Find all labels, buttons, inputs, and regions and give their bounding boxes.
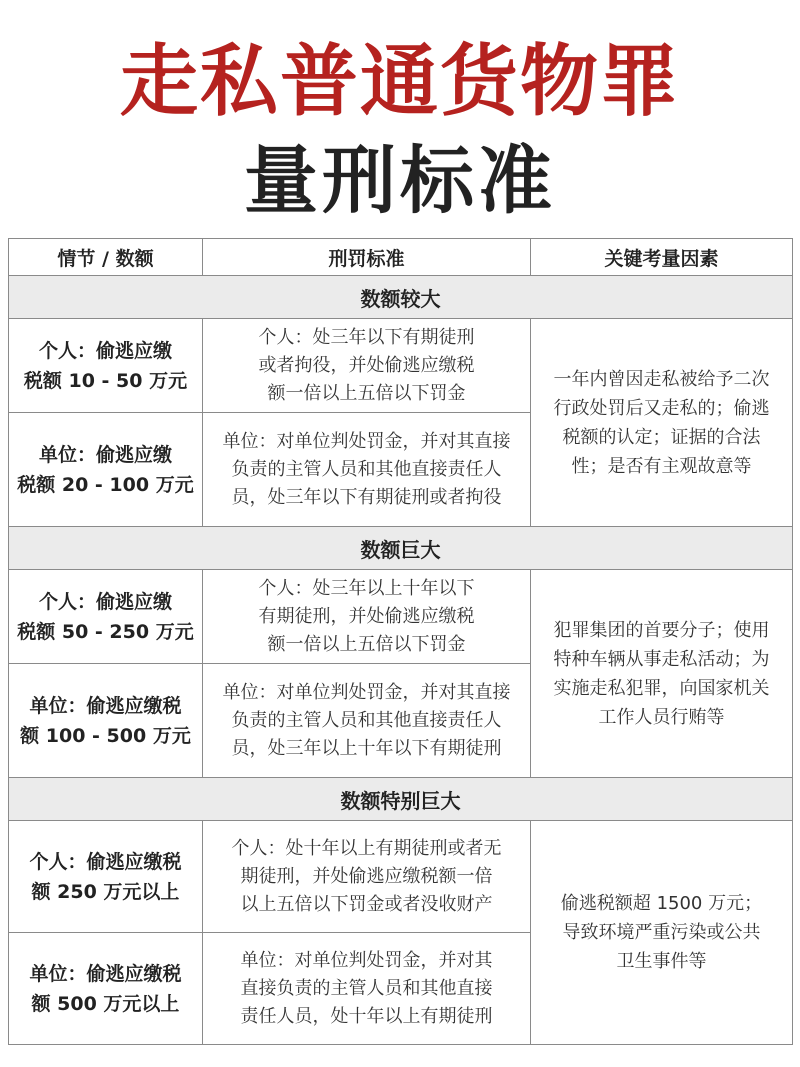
section-title: 数额较大 [9,276,793,319]
penalty-cell: 单位：对单位判处罚金，并对其直接 负责的主管人员和其他直接责任人 员，处三年以上十年以下有期徒刑 [203,664,531,778]
sentencing-table [8,238,793,1045]
section-row [9,276,793,319]
factors-cell: 偷逃税额超 1500 万元； 导致环境严重污染或公共 卫生事件等 [531,821,793,1045]
table-row [9,821,793,933]
table-row [9,319,793,413]
amount-cell: 个人：偷逃应缴 税额 50 - 250 万元 [9,570,203,664]
section-row [9,778,793,821]
amount-cell: 单位：偷逃应缴税 额 500 万元以上 [9,933,203,1045]
penalty-cell: 个人：处三年以下有期徒刑 或者拘役，并处偷逃应缴税 额一倍以上五倍以下罚金 [203,319,531,413]
section-row [9,527,793,570]
section-title: 数额巨大 [9,527,793,570]
table-header-row [9,239,793,276]
table-row [9,570,793,664]
page-title: 走私普通货物罪 [119,37,680,127]
header-circumstance: 情节 / 数额 [9,239,203,276]
amount-cell: 个人：偷逃应缴税 额 250 万元以上 [9,821,203,933]
factors-cell: 一年内曾因走私被给予二次 行政处罚后又走私的；偷逃 税额的认定；证据的合法 性；是否有主观故意等 [531,319,793,527]
header-penalty: 刑罚标准 [203,239,531,276]
header-key-factors: 关键考量因素 [531,239,793,276]
penalty-cell: 单位：对单位判处罚金，并对其直接 负责的主管人员和其他直接责任人 员，处三年以下有期徒刑或者拘役 [203,413,531,527]
page-subtitle: 量刑标准 [244,138,556,224]
penalty-cell: 个人：处十年以上有期徒刑或者无 期徒刑，并处偷逃应缴税额一倍 以上五倍以下罚金或者没收财产 [203,821,531,933]
penalty-cell: 单位：对单位判处罚金，并对其 直接负责的主管人员和其他直接 责任人员，处十年以上有期徒刑 [203,933,531,1045]
amount-cell: 单位：偷逃应缴 税额 20 - 100 万元 [9,413,203,527]
amount-cell: 个人：偷逃应缴 税额 10 - 50 万元 [9,319,203,413]
factors-cell: 犯罪集团的首要分子；使用 特种车辆从事走私活动；为 实施走私犯罪，向国家机关 工作人员行贿等 [531,570,793,778]
penalty-cell: 个人：处三年以上十年以下 有期徒刑，并处偷逃应缴税 额一倍以上五倍以下罚金 [203,570,531,664]
section-title: 数额特别巨大 [9,778,793,821]
amount-cell: 单位：偷逃应缴税 额 100 - 500 万元 [9,664,203,778]
